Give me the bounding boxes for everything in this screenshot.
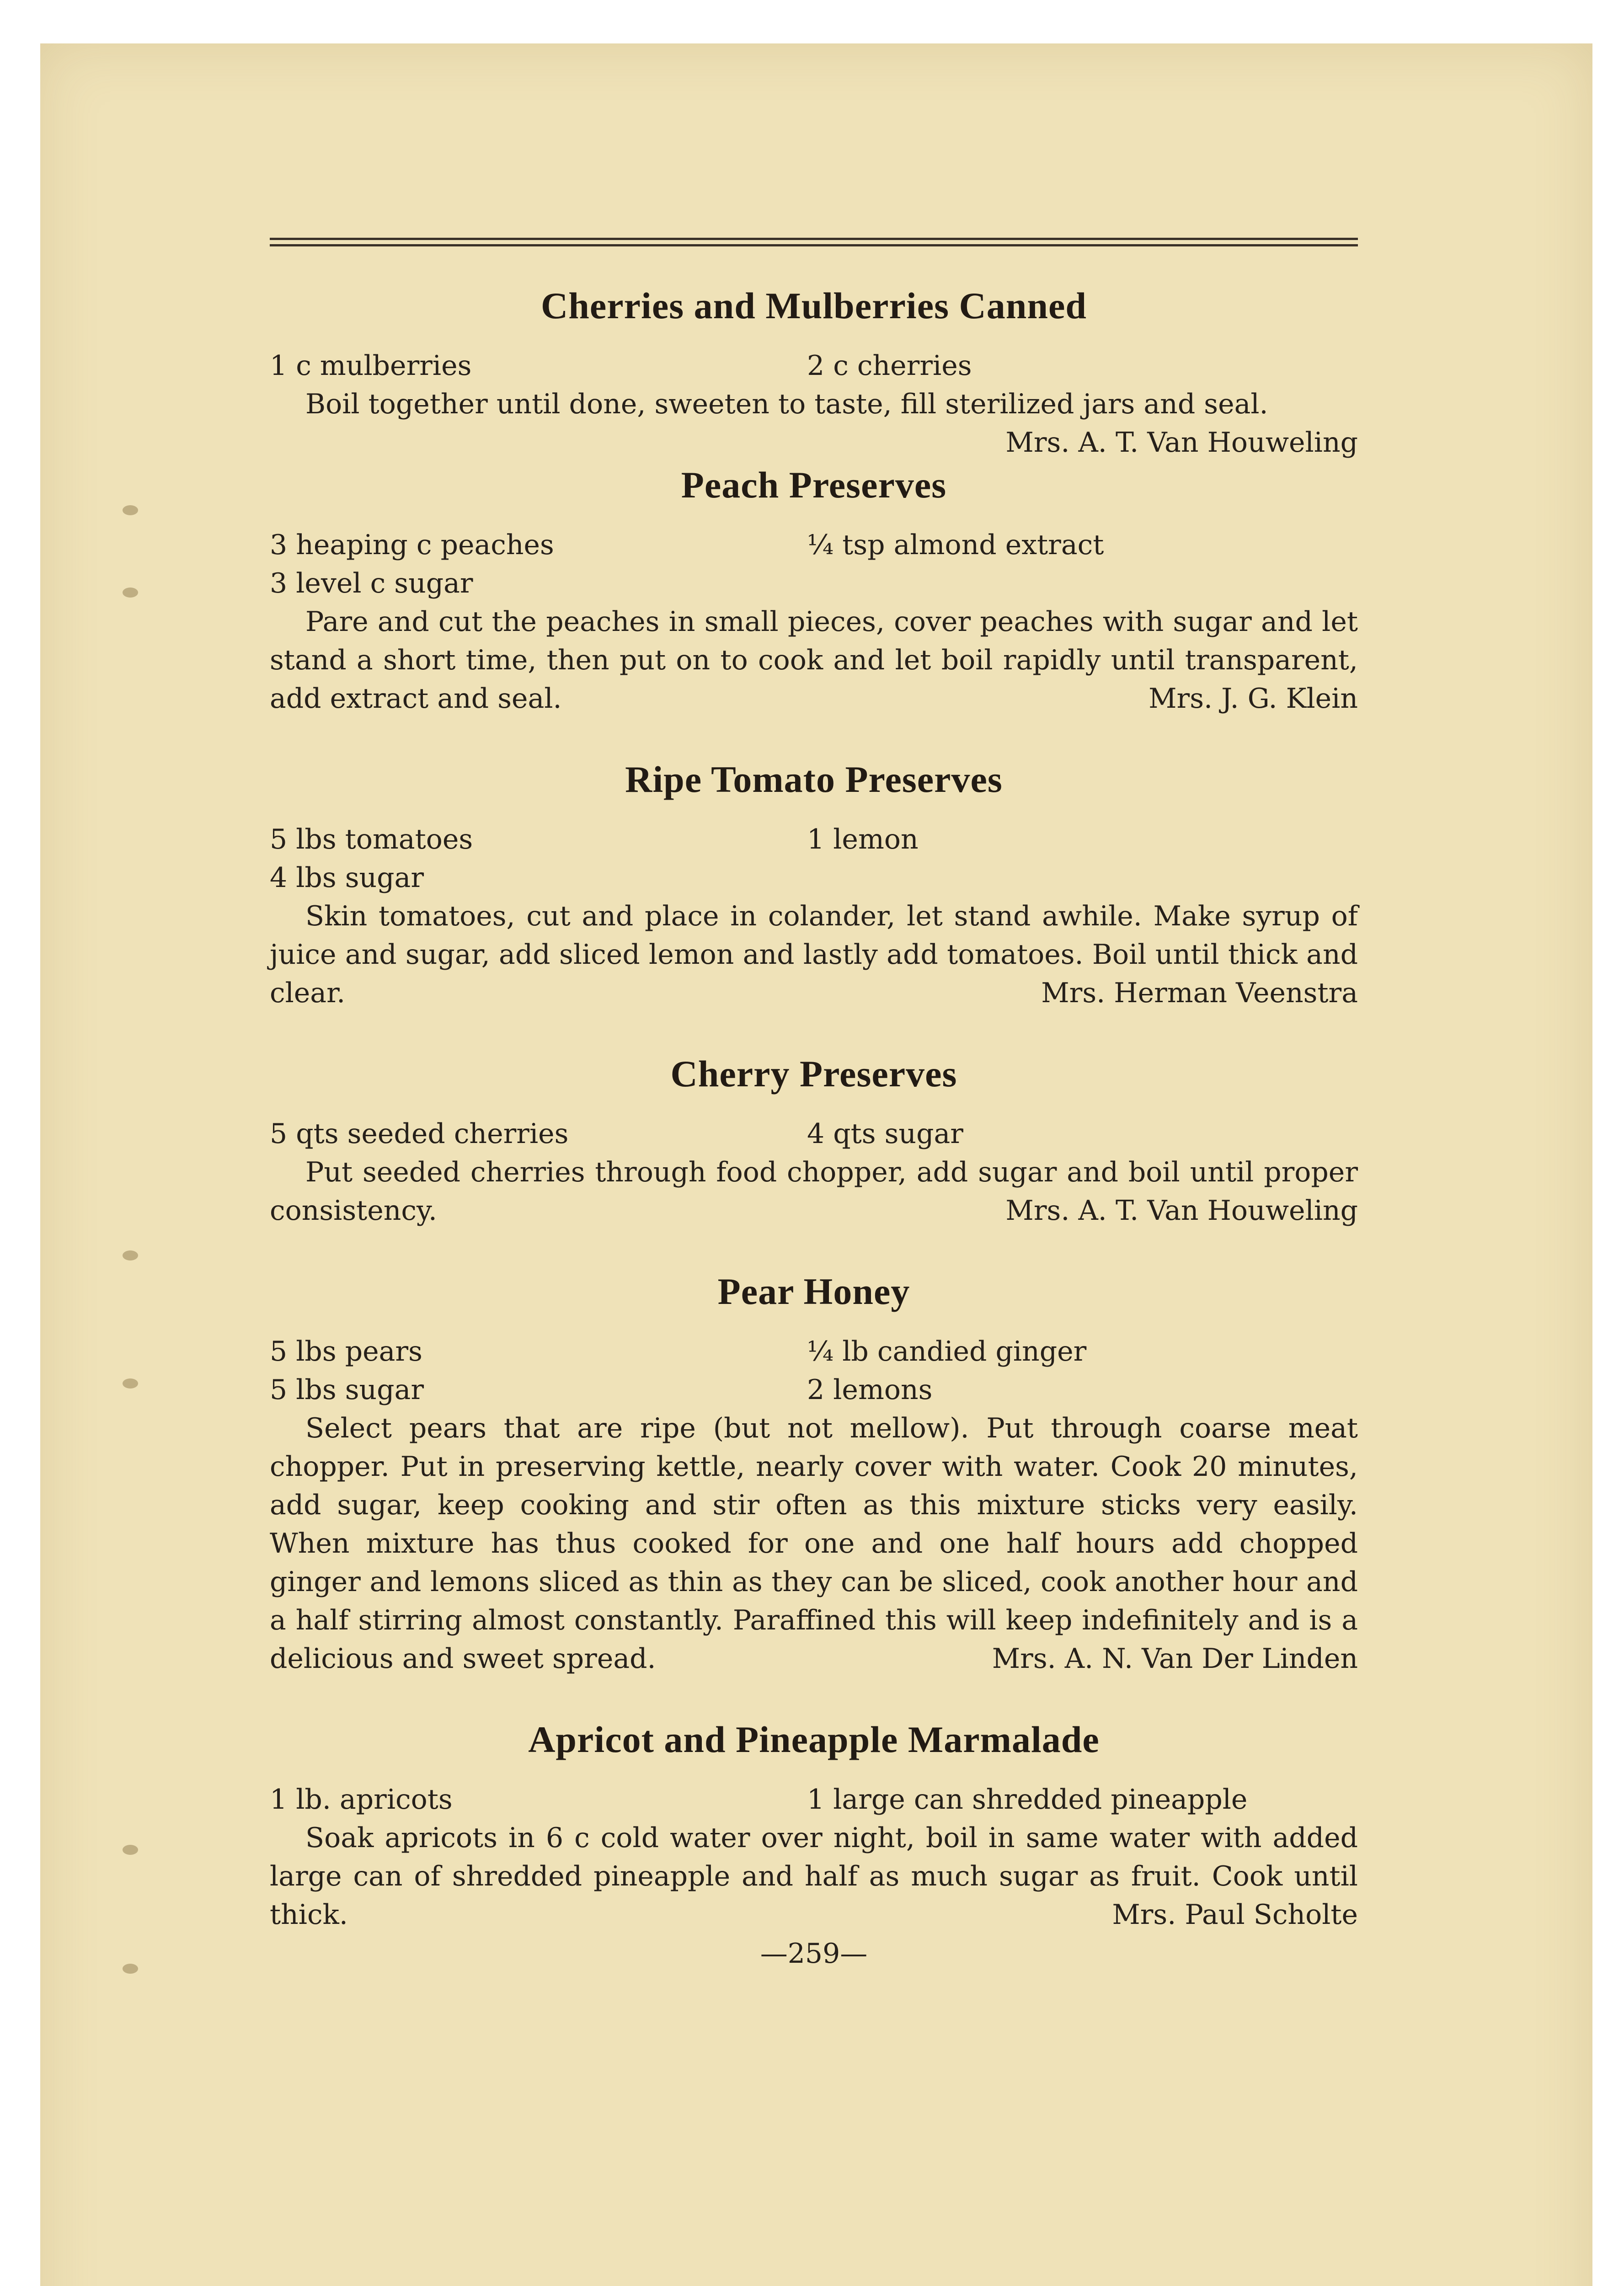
- recipe-attribution: Mrs. A. N. Van Der Linden: [992, 1643, 1358, 1675]
- recipe: [270, 1718, 1358, 1934]
- recipe-attribution: Mrs. Herman Veenstra: [1041, 977, 1358, 1009]
- recipe-directions: [270, 603, 1358, 718]
- ingredient: 2 lemons: [807, 1374, 933, 1406]
- ingredient-row: [270, 347, 1358, 385]
- ingredient: 1 c mulberries: [270, 350, 472, 382]
- ingredient: 4 lbs sugar: [270, 862, 424, 894]
- directions-text: Put seeded cherries through food chopper, add sugar and boil until proper consistency.: [270, 1156, 1358, 1227]
- punch-hole: [123, 1250, 138, 1261]
- punch-hole: [123, 1378, 138, 1389]
- punch-hole: [123, 588, 138, 598]
- ingredient-row: [270, 1371, 1358, 1409]
- directions-text: Skin tomatoes, cut and place in colander, let stand awhile. Make syrup of juice and sugar, add sliced lemon and lastly add tomatoes. Boil until thick and clear.: [270, 900, 1358, 1009]
- directions-text: Select pears that are ripe (but not mellow). Put through coarse meat chopper. Put in preserving kettle, nearly cover with water. Cook 20 minutes, add sugar, keep cooking and stir often as this mixture sticks very easily. When mixture has thus cooked for one and one half hours add chopped ginger and lemons sliced as thin as they can be sliced, cook another hour and a half stirring almost constantly. Paraffined this will keep indefinitely and is a delicious and sweet spread.: [270, 1412, 1358, 1675]
- ingredient-row: [270, 1115, 1358, 1153]
- ingredient: 1 lb. apricots: [270, 1784, 453, 1816]
- ingredient: 5 lbs sugar: [270, 1374, 424, 1406]
- recipe-attribution: Mrs. A. T. Van Houweling: [1005, 427, 1358, 459]
- ingredient: 5 qts seeded cherries: [270, 1118, 569, 1150]
- directions-text: Soak apricots in 6 c cold water over night, boil in same water with added large can of shredded pineapple and half as much sugar as fruit. Cook until thick.: [270, 1822, 1358, 1931]
- recipe: [270, 1270, 1358, 1678]
- ingredient: [807, 859, 1358, 897]
- recipe-directions: [270, 385, 1358, 459]
- page-number: —259—: [760, 1938, 868, 1970]
- recipe: [270, 1052, 1358, 1230]
- recipe-directions: [270, 1153, 1358, 1230]
- directions-text: Boil together until done, sweeten to taste, fill sterilized jars and seal.: [305, 388, 1268, 420]
- ingredient-row: [270, 526, 1358, 564]
- ingredient: ¼ tsp almond extract: [807, 529, 1104, 561]
- ingredient: 1 lemon: [807, 823, 919, 855]
- ingredient: 3 level c sugar: [270, 567, 473, 599]
- recipe-title: Apricot and Pineapple Marmalade: [528, 1719, 1100, 1760]
- recipe-directions: [270, 1409, 1358, 1678]
- punch-hole: [123, 1964, 138, 1974]
- ingredient: ¼ lb candied ginger: [807, 1335, 1087, 1367]
- punch-hole: [123, 1845, 138, 1855]
- recipe-attribution: Mrs. Paul Scholte: [1112, 1899, 1358, 1931]
- ingredient: 3 heaping c peaches: [270, 529, 554, 561]
- ingredient-row: [270, 820, 1358, 859]
- punch-hole: [123, 505, 138, 515]
- header-rule: [270, 238, 1358, 248]
- recipe-attribution: Mrs. J. G. Klein: [1149, 683, 1358, 715]
- recipe: [270, 758, 1358, 1012]
- recipe-title: Cherries and Mulberries Canned: [541, 285, 1087, 326]
- ingredient: 5 lbs pears: [270, 1335, 422, 1367]
- ingredient-row: [270, 564, 1358, 603]
- page-content: [270, 238, 1358, 1970]
- ingredient: 2 c cherries: [807, 350, 972, 382]
- recipe: [270, 464, 1358, 718]
- ingredient-row: [270, 1332, 1358, 1371]
- recipe-attribution: Mrs. A. T. Van Houweling: [1005, 1195, 1358, 1227]
- directions-text: Pare and cut the peaches in small pieces, cover peaches with sugar and let stand a short time, then put on to cook and let boil rapidly until transparent, add extract and seal.: [270, 606, 1358, 715]
- recipe-title: Cherry Preserves: [670, 1053, 957, 1095]
- ingredient-row: [270, 859, 1358, 897]
- ingredient: [807, 564, 1358, 603]
- ingredient: 4 qts sugar: [807, 1118, 963, 1150]
- recipe-title: Pear Honey: [717, 1271, 910, 1312]
- recipe-directions: [270, 1819, 1358, 1934]
- recipe-title: Ripe Tomato Preserves: [625, 758, 1003, 800]
- recipe: [270, 284, 1358, 459]
- ingredient: 5 lbs tomatoes: [270, 823, 473, 855]
- ingredient-row: [270, 1780, 1358, 1819]
- ingredient: 1 large can shredded pineapple: [807, 1784, 1248, 1816]
- recipe-directions: [270, 897, 1358, 1012]
- recipe-title: Peach Preserves: [681, 464, 947, 506]
